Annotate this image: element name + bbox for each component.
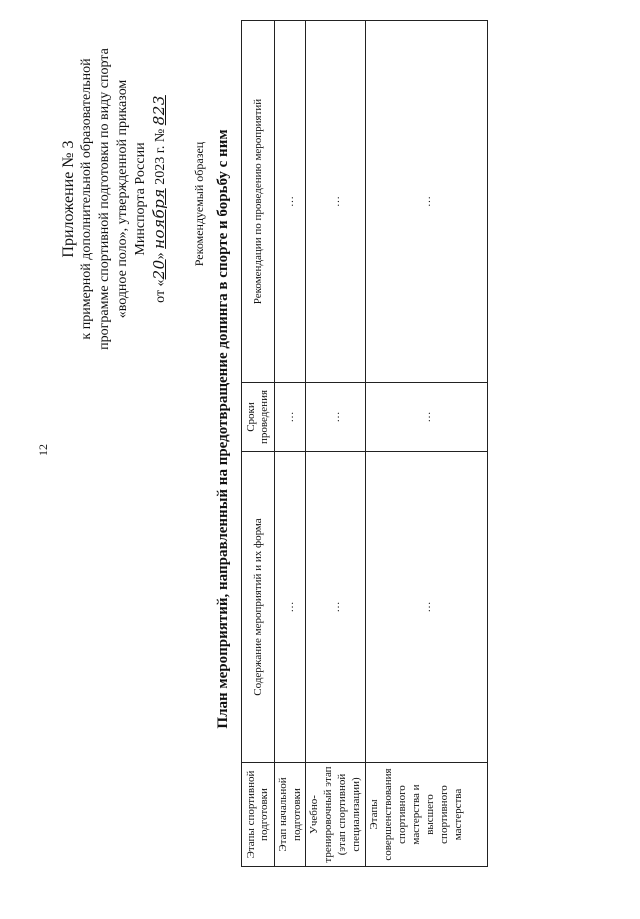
appendix-line: программе спортивной подготовки по виду спорта [97,48,112,350]
order-day: 20 [150,259,168,280]
table-row [306,21,366,867]
order-number: 823 [150,95,168,126]
content-cell: … [275,452,306,763]
appendix-line: к примерной дополнительной образовательной [79,58,94,340]
order-reference [150,39,170,359]
column-header: Содержание мероприятий и их форма [242,452,275,763]
content-cell: … [306,452,366,763]
plan-table [241,20,488,867]
timing-cell: … [275,383,306,452]
stage-cell: Этап начальной подготовки [275,763,306,867]
table-header-row [242,21,275,867]
column-header: Этапы спортивной подготовки [242,763,275,867]
column-header: Сроки проведения [242,383,275,452]
recommendations-cell: … [366,21,488,383]
appendix-line: Минспорта России [133,142,148,256]
table-row [275,21,306,867]
appendix-header [60,39,170,359]
plan-title: План мероприятий, направленный на предотвращение допинга в спорте и борьбу с ним [215,129,231,729]
timing-cell: … [306,383,366,452]
content-cell: … [366,452,488,763]
timing-cell: … [366,383,488,452]
appendix-line: «водное поло», утвержденной приказом [115,79,130,319]
recommended-sample-label: Рекомендуемый образец [192,141,206,267]
order-mid: » [153,248,168,260]
recommendations-cell: … [306,21,366,383]
stage-cell: Учебно-тренировочный этап (этап спортивной специализации) [306,763,366,867]
order-year: 2023 г. № [153,125,168,189]
recommendations-cell: … [275,21,306,383]
order-month: ноября [150,188,168,249]
table-row [366,21,488,867]
stage-cell: Этапы совершенствования спортивного мастерства и высшего спортивного мастерства [366,763,488,867]
appendix-title: Приложение № 3 [60,140,77,258]
column-header: Рекомендации по проведению мероприятий [242,21,275,383]
order-prefix: от « [153,279,168,303]
page-number: 12 [36,444,50,456]
